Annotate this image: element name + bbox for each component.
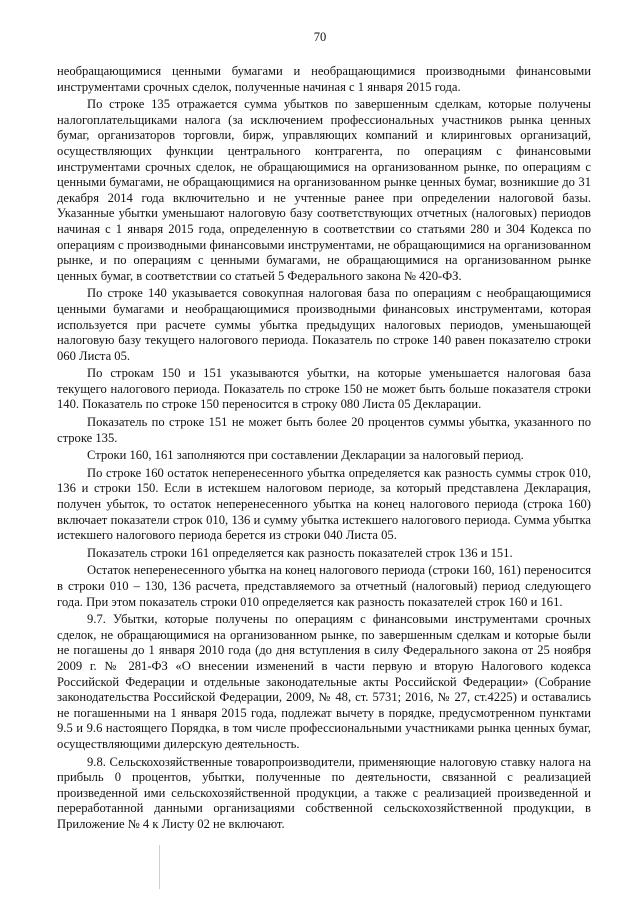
scan-artifact-line <box>159 845 160 889</box>
paragraph-line-160: По строке 160 остаток неперенесенного убытка определяется как разность суммы строк 010, 136 и строки 150. Если в истекшем налоговом периоде, за который представлена Декларация, получен убыток, то остаток неперенесенного убытка на конец налогового периода (строка 160) включает показатели строк 010, 136 и сумму убытка истекшего налогового периода. Сумма убытка истекшего налогового периода берется из строки 040 Листа 05. <box>57 465 591 543</box>
paragraph-9-7: 9.7. Убытки, которые получены по операциям с финансовыми инструментами срочных сделок, не обращающимися на организованном рынке, по завершенным сделкам и которые были не погашены до 1 января 2010 года (до дня вступления в силу Федерального закона от 25 ноября 2009 г. № 281-ФЗ «О внесении изменений в части первую и вторую Налогового кодекса Российской Федерации и отдельные законодательные акты Российской Федерации» (Собрание законодательства Российской Федерации, 2009, № 48, ст. 5731; 2016, № 27, ст.4225) и оставались не погашенными на 1 января 2015 года, подлежат вычету в порядке, предусмотренном пунктами 9.5 и 9.6 настоящего Порядка, в том числе профессиональными участниками рынка ценных бумаг, осуществляющими дилерскую деятельность. <box>57 612 591 751</box>
paragraph-lines-160-161: Строки 160, 161 заполняются при составлении Декларации за налоговый период. <box>87 448 524 463</box>
paragraph-line-135: По строке 135 отражается сумма убытков по завершенным сделкам, которые получены налогоплательщиками налога (за исключением профессиональных участников рынка ценных бумаг, организаторов торговли, бирж, управляющих компаний и клиринговых организаций, осуществляющих функции центрального контрагента, по операциям с финансовыми инструментами срочных сделок, не обращающимися на организованном рынке, по операциям с ценными бумагами, не обращающимися на организованном рынке ценных бумаг, возникшие до 31 декабря 2014 года включительно и не учтенные ранее при определении налоговой базы. Указанные убытки уменьшают налоговую базу соответствующих отчетных (налоговых) периодов начиная с 1 января 2015 года, определенную в соответствии со статьями 280 и 304 Кодекса по операциям с производными финансовыми инструментами, не обращающимися на организованном рынке, и по операциям с ценными бумагами, не обращающимися на организованном рынке ценных бумаг, в соответствии со статьей 5 Федерального закона № 420-ФЗ. <box>57 97 591 283</box>
paragraph-line-161: Показатель строки 161 определяется как разность показателей строк 136 и 151. <box>87 545 513 560</box>
body-text <box>57 64 591 835</box>
paragraph-lines-150-151: По строкам 150 и 151 указываются убытки, на которые уменьшается налоговая база текущего налогового периода. Показатель по строке 150 не может быть больше показателя строки 140. Показатель по строке 150 переносится в строку 080 Листа 05 Декларации. <box>57 366 591 412</box>
paragraph-9-8: 9.8. Сельскохозяйственные товаропроизводители, применяющие налоговую ставку налога на прибыль 0 процентов, убытки, полученные по деятельности, связанной с реализацией произведенной ими сельскохозяйственной продукции, а также с реализацией произведенной и переработанной данными организациями собственной сельскохозяйственной продукции, в Приложение № 4 к Листу 02 не включают. <box>57 754 591 831</box>
paragraph-line-140: По строке 140 указывается совокупная налоговая база по операциям с необращающимися ценными бумагами и необращающимися производными финансовых инструментами, которая используется при расчете суммы убытка предыдущих налоговых периодов, уменьшающей налоговую базу текущего налогового периода. Показатель по строке 140 равен показателю строки 060 Листа 05. <box>57 286 591 363</box>
paragraph-carryover: Остаток неперенесенного убытка на конец налогового периода (строки 160, 161) переносится в строки 010 – 130, 136 расчета, представляемого за отчетный (налоговый) период следующего года. При этом показатель строки 010 определяется как разность показателей строк 160 и 161. <box>57 563 591 609</box>
paragraph-continuation: необращающимися ценными бумагами и необращающимися производными финансовыми инструментами срочных сделок, полученные начиная с 1 января 2015 года. <box>57 64 591 94</box>
page-number: 70 <box>313 30 327 44</box>
paragraph-line-151-limit: Показатель по строке 151 не может быть более 20 процентов суммы убытка, указанного по строке 135. <box>57 415 591 445</box>
